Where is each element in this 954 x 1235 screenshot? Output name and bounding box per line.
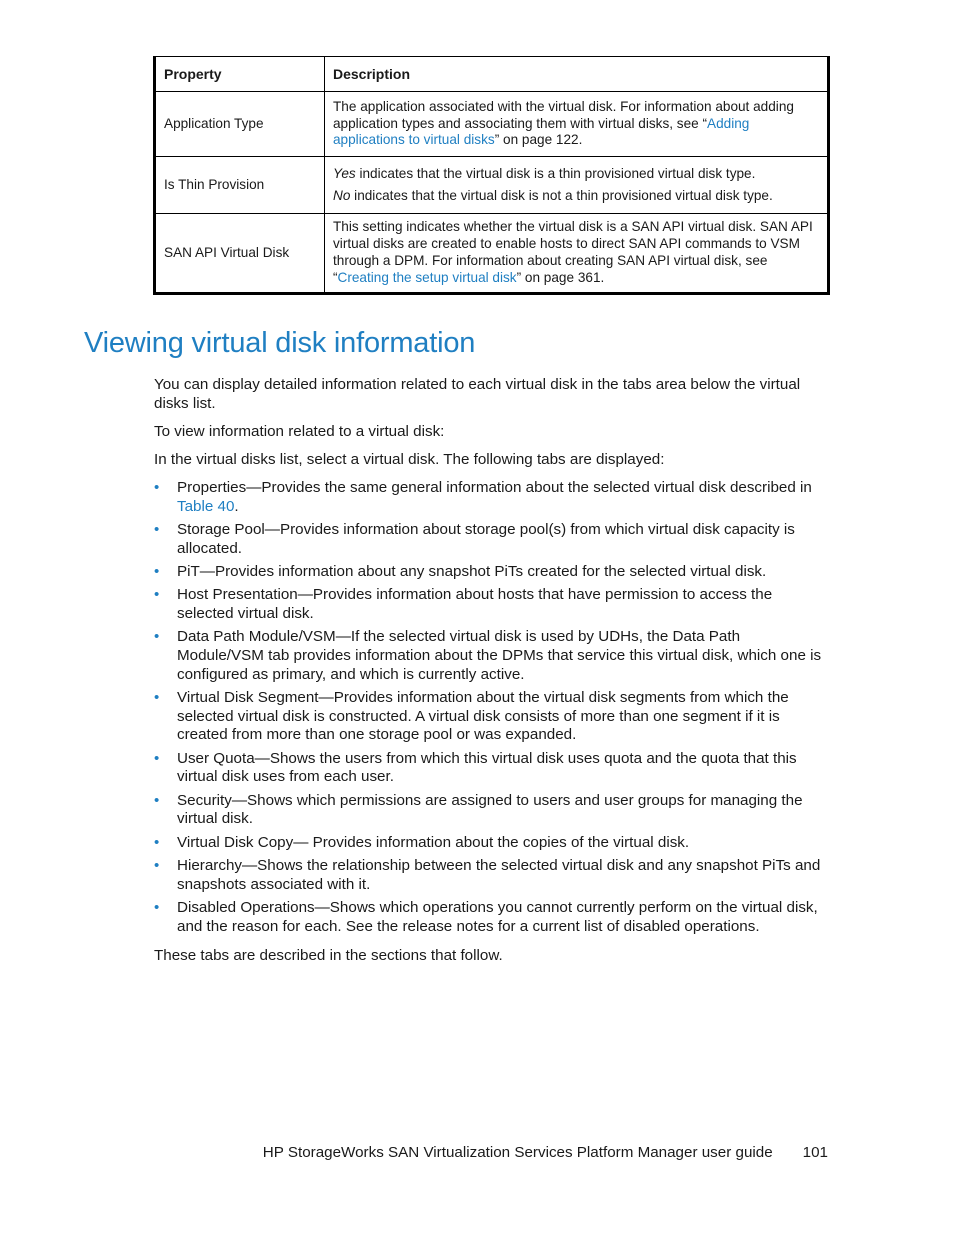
list-item — [154, 479, 830, 516]
description-cell — [325, 157, 829, 214]
description-text: ” on page 122. — [494, 132, 583, 148]
yes-word: Yes — [333, 165, 356, 181]
list-item-text: Hierarchy—Shows the relationship between the selected virtual disk and any snapshot PiTs and snapshots associated with it. — [177, 857, 821, 893]
bullet-icon: • — [154, 521, 160, 538]
no-text: indicates that the virtual disk is not a thin provisioned virtual disk type. — [350, 187, 773, 203]
list-item-text: . — [234, 497, 239, 515]
list-item — [154, 586, 830, 623]
list-item-text: Disabled Operations—Shows which operations you cannot currently perform on the virtual disk, and the reason for each. See the release notes for a current list of disabled operations. — [177, 899, 818, 935]
list-item — [154, 521, 830, 558]
no-word: No — [333, 187, 351, 203]
header-description: Description — [325, 57, 829, 92]
yes-text: indicates that the virtual disk is a thin provisioned virtual disk type. — [355, 165, 756, 181]
table-header-row — [155, 57, 829, 92]
bullet-icon: • — [154, 791, 160, 809]
list-item — [154, 899, 830, 936]
table-row — [155, 214, 829, 294]
list-item — [154, 563, 830, 582]
closing-paragraph: These tabs are described in the sections that follow. — [154, 947, 503, 964]
property-cell: SAN API Virtual Disk — [155, 214, 325, 294]
description-text: This setting indicates whether the virtual disk is a SAN API virtual disk. SAN API virtual disks are created to enable hosts to direct SAN API commands to VSM through a DPM. For information about creating SAN API virtual disk, see “ — [333, 219, 813, 285]
list-item-text: Host Presentation—Provides information about hosts that have permission to access the selected virtual disk. — [177, 586, 773, 622]
description-text: The application associated with the virtual disk. For information about adding application types and associating them with virtual disks, see “ — [333, 98, 794, 131]
tabs-bullet-list — [154, 479, 830, 941]
bullet-icon: • — [154, 689, 160, 706]
footer-guide-title: HP StorageWorks SAN Virtualization Services Platform Manager user guide — [262, 1144, 773, 1161]
list-item — [154, 750, 830, 787]
page-number: 101 — [802, 1144, 828, 1161]
list-item — [154, 792, 830, 829]
list-item — [154, 834, 830, 853]
bullet-icon: • — [154, 833, 160, 851]
list-item-text: Data Path Module/VSM—If the selected virtual disk is used by UDHs, the Data Path Module/VSM tab provides information about the DPMs that service this virtual disk, which one is configured as primary, and which is currently active. — [177, 628, 822, 683]
table-row — [155, 157, 829, 214]
step-paragraph: In the virtual disks list, select a virtual disk. The following tabs are displayed: — [154, 451, 665, 468]
table-40-link[interactable]: Table 40 — [177, 497, 235, 515]
list-item-text: Virtual Disk Copy— Provides information about the copies of the virtual disk. — [177, 833, 690, 851]
description-text: ” on page 361. — [516, 269, 605, 285]
page-footer — [200, 1144, 828, 1162]
bullet-icon: • — [154, 586, 160, 604]
adding-applications-link[interactable]: Adding applications to virtual disks — [333, 115, 750, 148]
yes-line — [333, 166, 821, 183]
section-title: Viewing virtual disk information — [84, 327, 476, 359]
property-cell: Application Type — [155, 92, 325, 157]
to-view-paragraph: To view information related to a virtual disk: — [154, 423, 445, 440]
description-cell — [325, 214, 829, 294]
table-row — [155, 92, 829, 157]
list-item — [154, 628, 830, 684]
no-line — [333, 188, 821, 205]
intro-paragraph: You can display detailed information related to each virtual disk in the tabs area below the virtual disks list. — [154, 376, 801, 412]
list-item-text: Storage Pool—Provides information about storage pool(s) from which virtual disk capacity is allocated. — [177, 521, 795, 557]
description-cell — [325, 92, 829, 157]
bullet-icon: • — [154, 899, 160, 916]
bullet-icon: • — [154, 857, 160, 874]
bullet-icon: • — [154, 628, 160, 646]
header-property: Property — [155, 57, 325, 92]
creating-setup-virtual-disk-link[interactable]: Creating the setup virtual disk — [337, 269, 517, 285]
list-item-text: Security—Shows which permissions are assigned to users and user groups for managing the virtual disk. — [177, 791, 803, 828]
property-cell: Is Thin Provision — [155, 157, 325, 214]
list-item-text: PiT—Provides information about any snapshot PiTs created for the selected virtual disk. — [177, 563, 767, 580]
list-item-text: User Quota—Shows the users from which this virtual disk uses quota and the quota that this virtual disk uses from each user. — [177, 749, 797, 786]
list-item — [154, 689, 830, 745]
list-item-text: Virtual Disk Segment—Provides information about the virtual disk segments from which the selected virtual disk is constructed. A virtual disk consists of more than one segment if it is created from more than one storage pool or was expanded. — [177, 689, 789, 744]
bullet-icon: • — [154, 479, 160, 496]
bullet-icon: • — [154, 563, 160, 580]
bullet-icon: • — [154, 749, 160, 767]
list-item-text: Properties—Provides the same general information about the selected virtual disk described in — [177, 479, 812, 496]
list-item — [154, 857, 830, 894]
property-table — [153, 56, 830, 295]
